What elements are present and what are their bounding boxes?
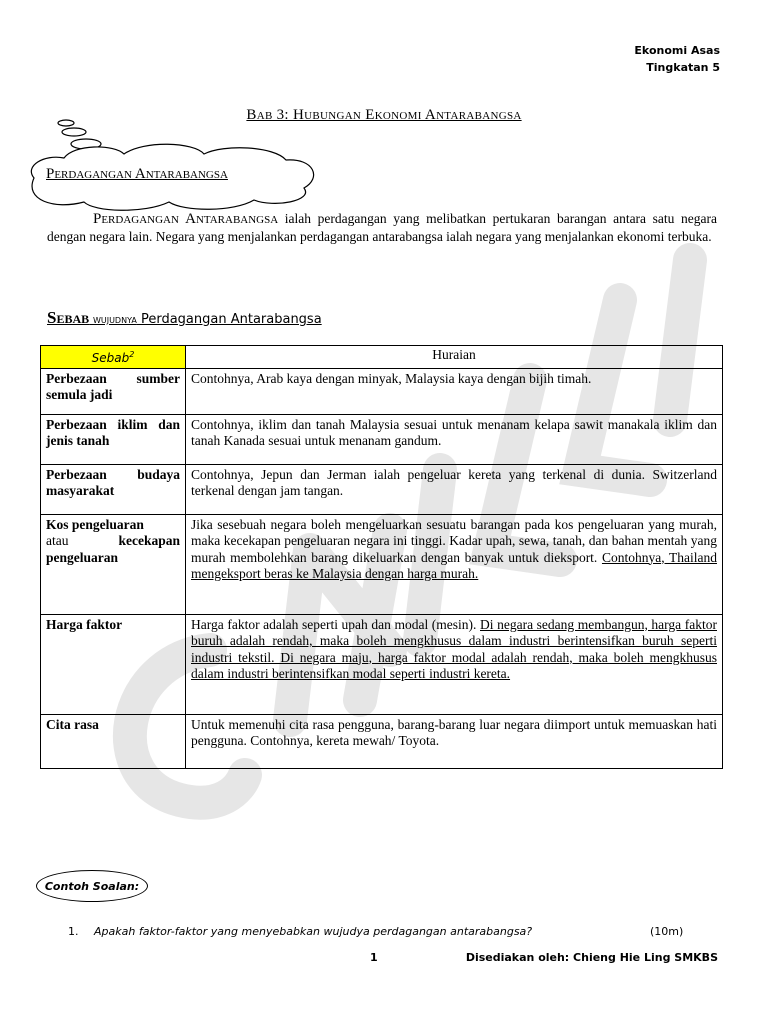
question-text: Apakah faktor-faktor yang menyebabkan wujudya perdagangan antarabangsa? bbox=[94, 925, 533, 938]
desc-cell: Harga faktor adalah seperti upah dan modal (mesin). Di negara sedang membangun, harga faktor buruh adalah rendah, maka boleh mengkhusus dalam industri berintensifkan buruh seperti industri tekstil. Di negara maju, harga faktor modal adalah rendah, maka boleh mengkhusus dalam industri berintensifkan modal seperti industri kereta. bbox=[186, 614, 723, 714]
page-number: 1 bbox=[370, 951, 378, 964]
header-cause: Sebab$^2$ bbox=[41, 346, 186, 369]
table-row bbox=[41, 714, 723, 768]
question-marks: (10m) bbox=[650, 925, 684, 938]
intro-lead: Perdagangan Antarabangsa bbox=[93, 211, 279, 227]
reasons-heading-small: wujudnya bbox=[89, 312, 137, 326]
intro-body: ialah perdagangan yang melibatkan pertukaran barangan antara satu negara dengan negara lain. Negara yang menjalankan perdagangan antarabangsa ialah negara yang menjalankan ekonomi terbuka. bbox=[47, 211, 717, 244]
subject-label: Ekonomi Asas bbox=[634, 44, 720, 57]
table-row bbox=[41, 614, 723, 714]
cause-cell: Kos pengeluaran atau kecekapan pengeluaran bbox=[41, 514, 186, 614]
desc-cell: Contohnya, Jepun dan Jerman ialah pengeluar kereta yang terkenal di dunia. Switzerland terkenal dengan jam tangan. bbox=[186, 464, 723, 514]
cause-cell: Perbezaan budaya masyarakat bbox=[41, 464, 186, 514]
reasons-heading bbox=[47, 308, 322, 328]
header-desc: Huraian bbox=[186, 346, 723, 369]
document-header bbox=[634, 42, 720, 76]
desc-cell: Untuk memenuhi cita rasa pengguna, barang-barang luar negara diimport untuk memuaskan hati pengguna. Contohnya, kereta mewah/ Toyota. bbox=[186, 714, 723, 768]
level-label: Tingkatan 5 bbox=[646, 61, 720, 74]
cause-cell: Perbezaan sumber semula jadi bbox=[41, 368, 186, 414]
reasons-heading-big: Sebab bbox=[47, 308, 90, 327]
intro-paragraph bbox=[47, 210, 717, 245]
section-label: Perdagangan Antarabangsa bbox=[46, 166, 228, 182]
cause-cell: Perbezaan iklim dan jenis tanah bbox=[41, 414, 186, 464]
cause-cell: Harga faktor bbox=[41, 614, 186, 714]
table-row bbox=[41, 514, 723, 614]
reasons-table bbox=[40, 345, 723, 769]
prepared-by: Disediakan oleh: Chieng Hie Ling SMKBS bbox=[465, 951, 718, 964]
table-row bbox=[41, 464, 723, 514]
cause-cell: Cita rasa bbox=[41, 714, 186, 768]
table-header-row bbox=[41, 346, 723, 369]
table-row bbox=[41, 368, 723, 414]
desc-cell: Contohnya, Arab kaya dengan minyak, Malaysia kaya dengan bijih timah. bbox=[186, 368, 723, 414]
table-row bbox=[41, 414, 723, 464]
desc-cell: Jika sesebuah negara boleh mengeluarkan sesuatu barangan pada kos pengeluaran yang murah, maka kecekapan pengeluaran negara ini tinggi. Kadar upah, sewa, tanah, dan bahan mentah yang murah membolehkan barang dikeluarkan dengan banyak untuk dieksport. Contohnya, Thailand mengeksport beras ke Malaysia dengan harga murah. bbox=[186, 514, 723, 614]
chapter-title: Bab 3: Hubungan Ekonomi Antarabangsa bbox=[246, 107, 522, 123]
question-number: 1. bbox=[68, 925, 79, 938]
desc-cell: Contohnya, iklim dan tanah Malaysia sesuai untuk menanam kelapa sawit manakala iklim dan tanah Kanada sesuai untuk menanam gandum. bbox=[186, 414, 723, 464]
reasons-heading-rest: Perdagangan Antarabangsa bbox=[136, 312, 322, 327]
example-question-label: Contoh Soalan: bbox=[36, 870, 148, 902]
